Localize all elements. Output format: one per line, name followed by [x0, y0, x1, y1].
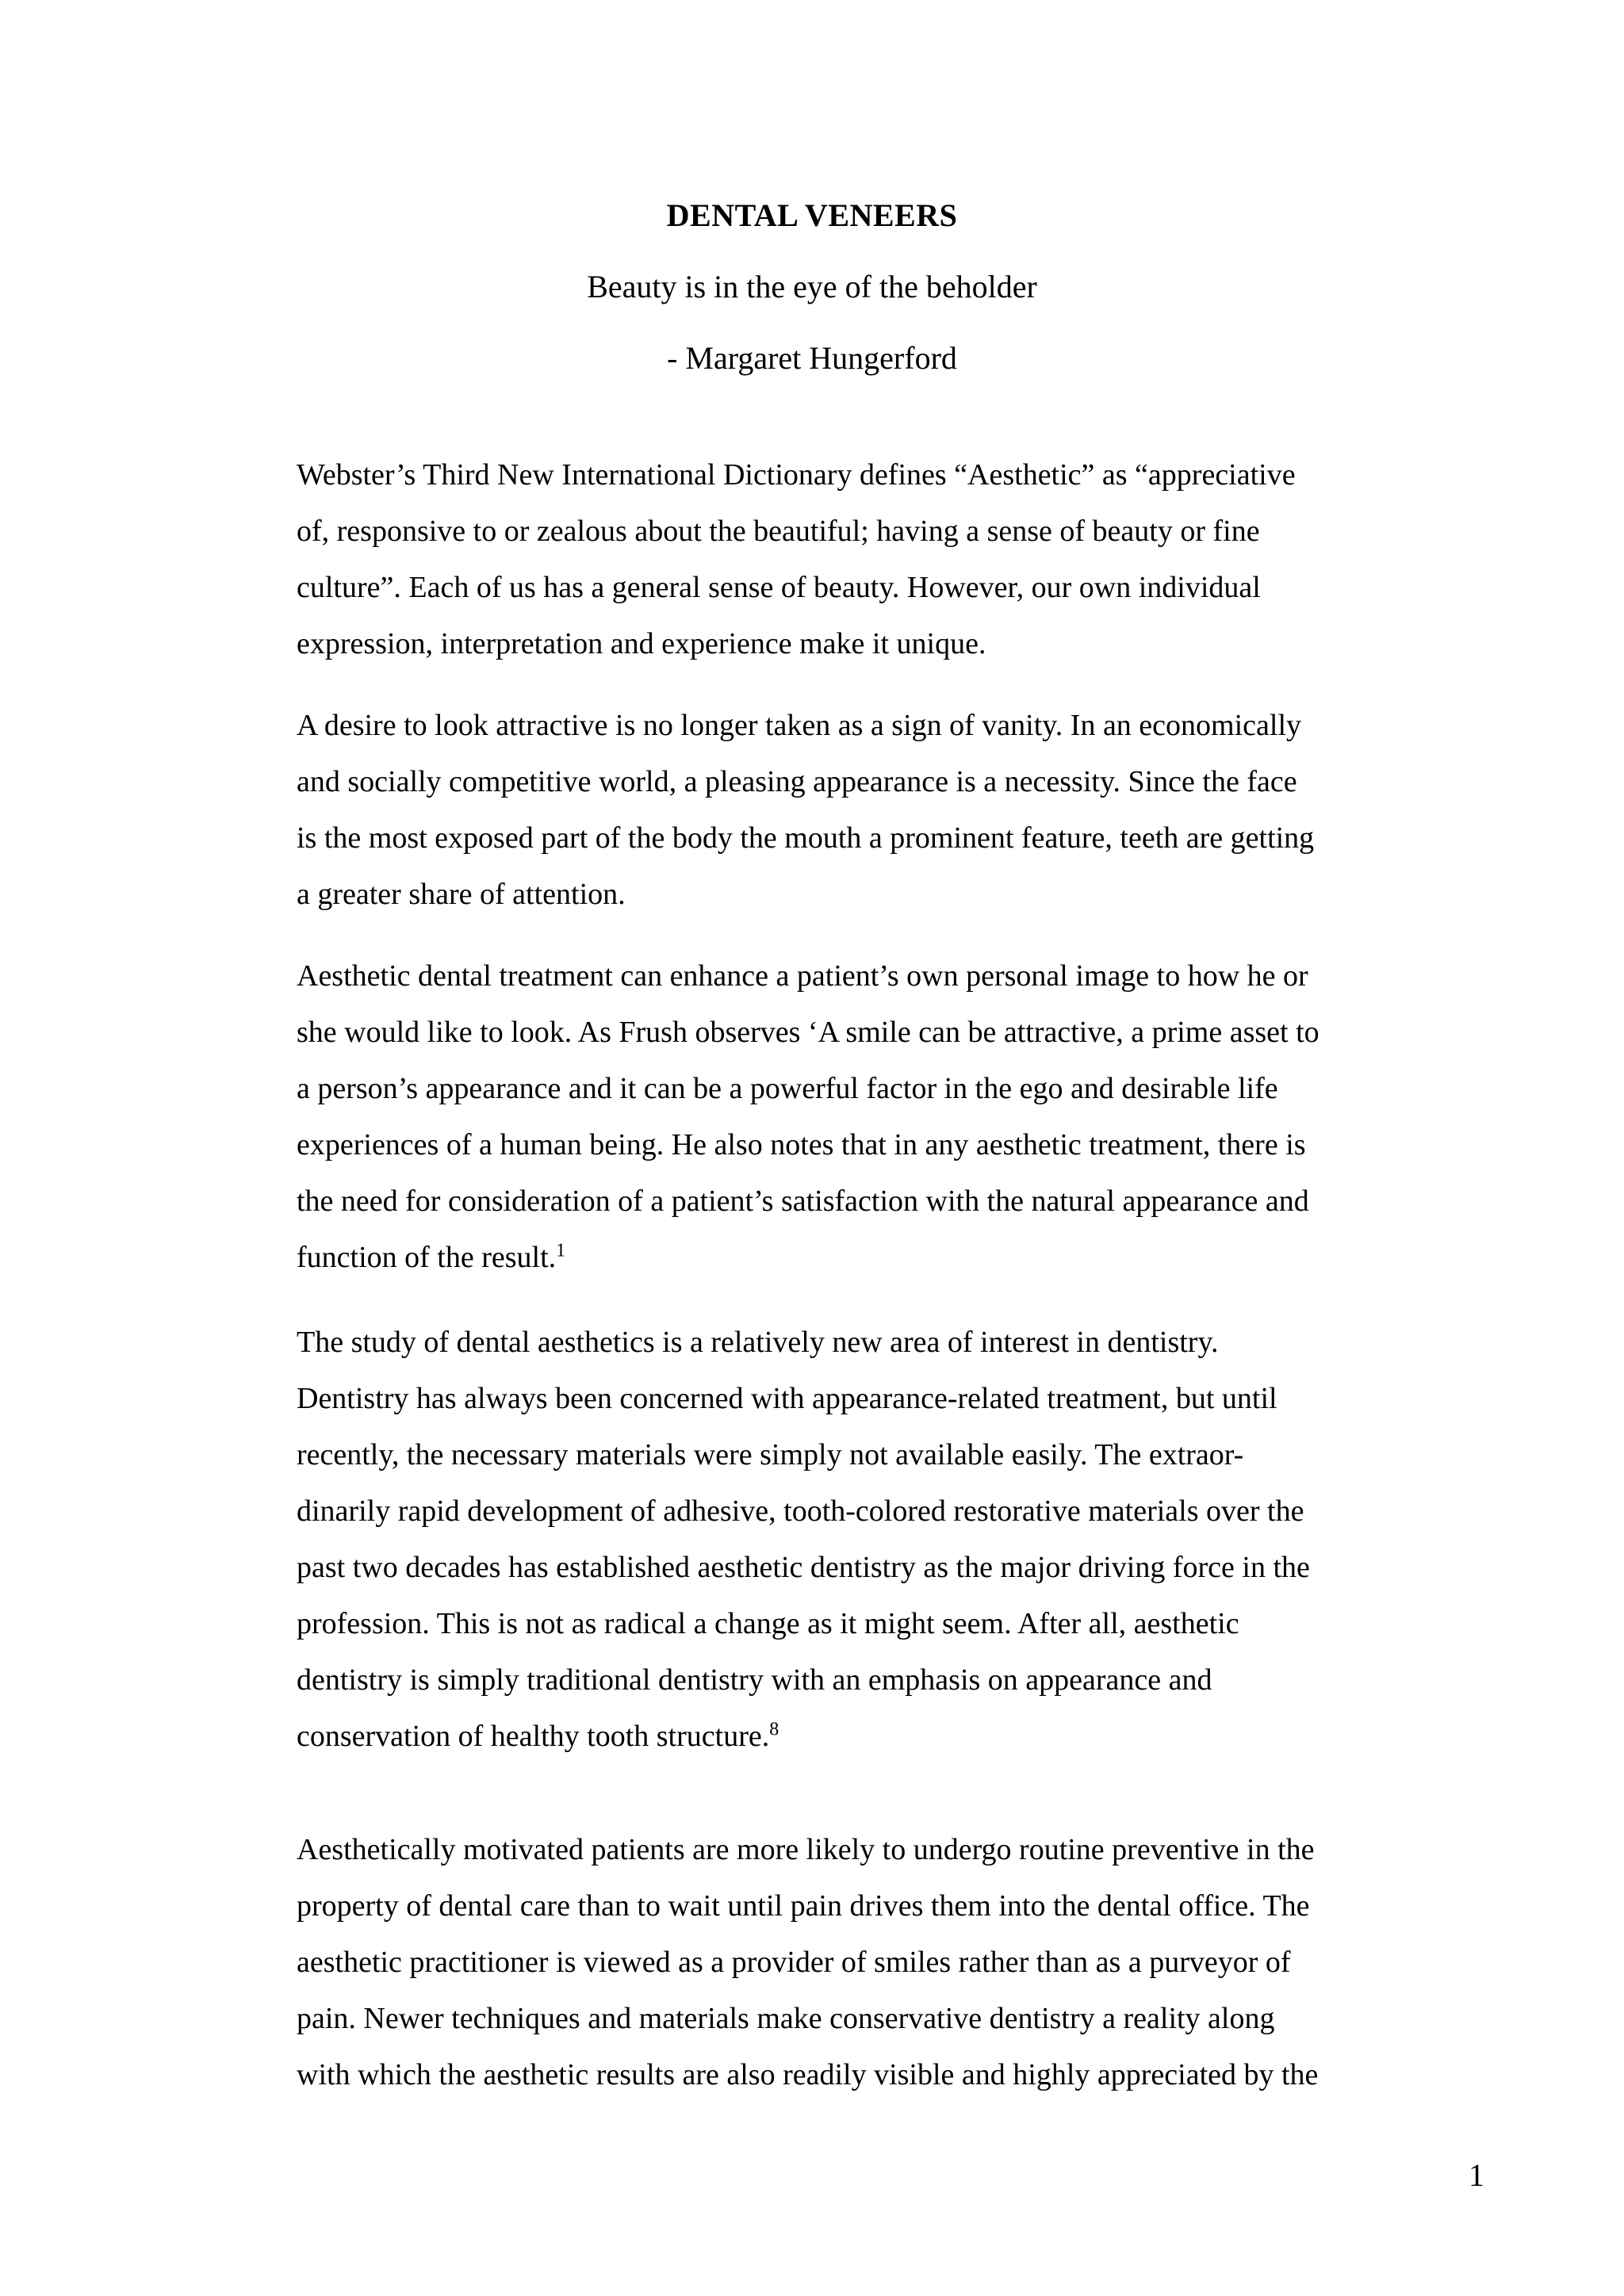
text-line: expression, interpretation and experience make it unique. [297, 627, 986, 660]
text-line: dinarily rapid development of adhesive, tooth-colored restorative materials over the [297, 1494, 1304, 1528]
paragraph-5 [297, 1822, 1423, 2103]
footnote-marker: 1 [556, 1240, 566, 1261]
text-line: profession. This is not as radical a change as it might seem. After all, aesthetic [297, 1607, 1239, 1640]
text-line: A desire to look attractive is no longer taken as a sign of vanity. In an economically [297, 709, 1302, 742]
text-line: The study of dental aesthetics is a relatively new area of interest in dentistry. [297, 1326, 1219, 1359]
text-line: experiences of a human being. He also notes that in any aesthetic treatment, there is [297, 1128, 1306, 1161]
text-line: Aesthetically motivated patients are more likely to undergo routine preventive in the [297, 1833, 1315, 1866]
text-line: Aesthetic dental treatment can enhance a patient’s own personal image to how he or [297, 959, 1308, 993]
text-line: dentistry is simply traditional dentistry with an emphasis on appearance and [297, 1663, 1212, 1697]
paragraph-2 [297, 698, 1423, 923]
text-line: and socially competitive world, a pleasing appearance is a necessity. Since the face [297, 765, 1297, 798]
paragraph-3 [297, 948, 1423, 1286]
paragraph-1 [297, 447, 1423, 672]
text-line: past two decades has established aesthetic dentistry as the major driving force in the [297, 1551, 1310, 1584]
text-line: Webster’s Third New International Dictionary defines “Aesthetic” as “appreciative [297, 458, 1296, 492]
paragraph-4 [297, 1314, 1423, 1765]
text-line: a greater share of attention. [297, 878, 626, 911]
epigraph-author: - Margaret Hungerford [667, 340, 957, 376]
text-line-with-footnote [297, 1230, 1423, 1286]
text-line: she would like to look. As Frush observes ‘A smile can be attractive, a prime asset to [297, 1016, 1320, 1049]
text-line: culture”. Each of us has a general sense of beauty. However, our own individual [297, 571, 1261, 604]
text-line: a person’s appearance and it can be a powerful factor in the ego and desirable life [297, 1072, 1278, 1105]
text-line: property of dental care than to wait until pain drives them into the dental office. The [297, 1889, 1310, 1923]
page-number: 1 [1469, 2157, 1484, 2193]
text-line: Dentistry has always been concerned with appearance-related treatment, but until [297, 1382, 1277, 1415]
footnote-marker: 8 [769, 1719, 779, 1740]
text-line: aesthetic practitioner is viewed as a provider of smiles rather than as a purveyor of [297, 1946, 1291, 1979]
epigraph-quote: Beauty is in the eye of the beholder [587, 269, 1037, 304]
text-line: function of the result. [297, 1241, 557, 1274]
text-line: of, responsive to or zealous about the beautiful; having a sense of beauty or fine [297, 515, 1260, 548]
text-line: is the most exposed part of the body the mouth a prominent feature, teeth are getting [297, 821, 1315, 855]
document-title: DENTAL VENEERS [666, 197, 958, 233]
text-line: with which the aesthetic results are also readily visible and highly appreciated by the [297, 2058, 1319, 2091]
text-line: the need for consideration of a patient’s satisfaction with the natural appearance and [297, 1184, 1309, 1218]
text-line-with-footnote [297, 1709, 1423, 1765]
text-line: recently, the necessary materials were simply not available easily. The extraor- [297, 1438, 1244, 1471]
text-line: pain. Newer techniques and materials make conservative dentistry a reality along [297, 2002, 1275, 2035]
text-line: conservation of healthy tooth structure. [297, 1720, 770, 1753]
